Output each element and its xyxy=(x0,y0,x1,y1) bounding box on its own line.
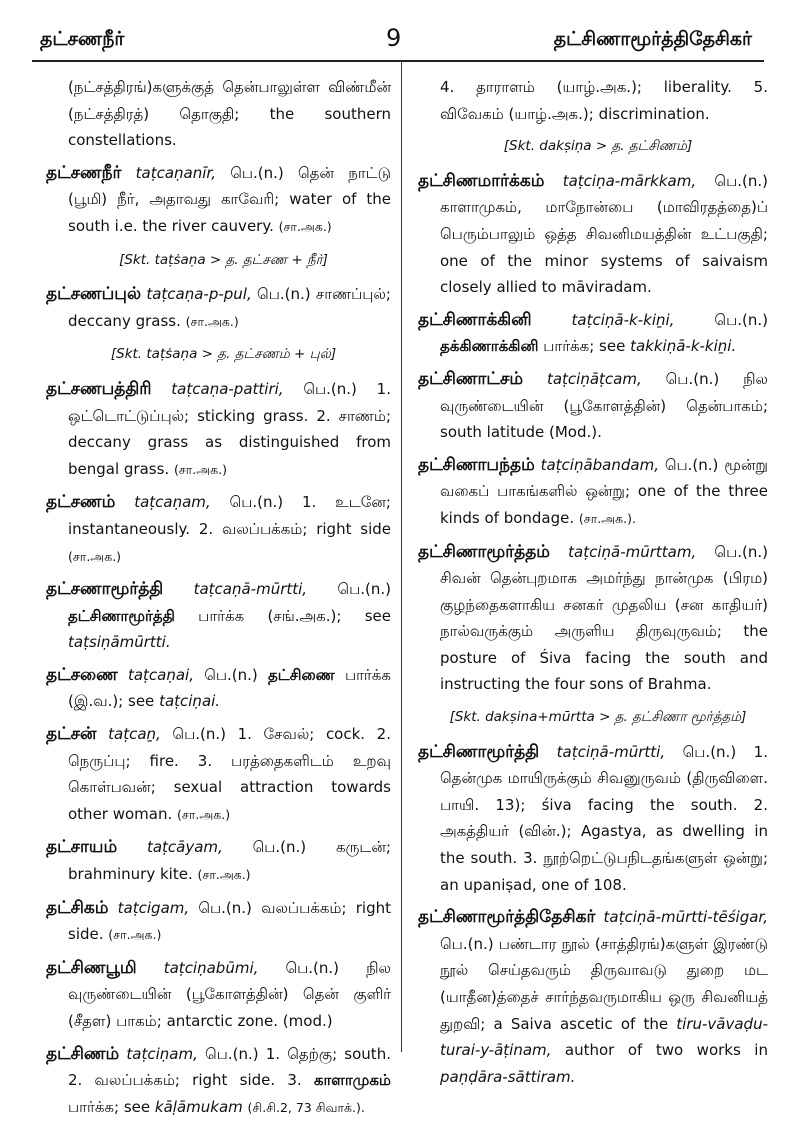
source-ref: (சா.அக.) xyxy=(177,806,231,822)
transliteration: taṭcaṇā-mūrtti, xyxy=(193,580,308,599)
definition: காளாமுகம், மாநோன்பை (மாவிரதத்தை)ப் பெரும்பாலும் ஒத்த சிவனிமயத்தின் உட்பகுதி; one of the minor systems of saivaism closely allied to māviradam. xyxy=(440,198,768,297)
definition: சிவன் தென்புறமாக அமர்ந்து நான்முக (பிரம) குழந்தைகளாகிய சனகர் முதலிய (சன காதியர்) நால்வருக்கும் அருளிய திருவுருவம்; the posture of Śiva facing the south and instructing the four sons of Brahma. xyxy=(440,569,768,694)
part-of-speech: பெ.(n.) xyxy=(252,838,307,857)
dictionary-entry xyxy=(418,452,768,533)
transliteration: taṭciṇam, xyxy=(126,1044,198,1063)
dictionary-entry xyxy=(46,662,391,715)
headword: தட்சிணம் xyxy=(46,1043,120,1064)
source-ref: (சா.அக.) xyxy=(108,927,162,943)
etymology: [Skt. dakṣina+mūrtta > த. தட்சிணா மூர்த்தம்] xyxy=(449,709,747,726)
cross-reference: தக்கிணாக்கினி xyxy=(440,337,539,356)
headword: தட்சிணபூமி xyxy=(46,957,137,978)
transliteration: taṭcaṉ, xyxy=(108,725,161,744)
definition: author of two works in xyxy=(564,1041,768,1060)
part-of-speech: பெ.(n.) xyxy=(205,1044,259,1063)
definition: பார்க்க (இ.வ.); see xyxy=(68,665,391,711)
see-reference: taṭsiṇāmūrtti. xyxy=(68,633,171,652)
definition: பார்க்க; see xyxy=(68,1097,151,1116)
transliteration: taṭcaṇa-p-pul, xyxy=(146,285,252,304)
part-of-speech: பெ.(n.) xyxy=(204,665,258,684)
definition-english: the southern constellations. xyxy=(68,104,391,150)
source-ref: (சா.அக.) xyxy=(185,313,239,329)
dictionary-entry xyxy=(46,721,391,828)
entry-continuation: 4. தாராளம் (யாழ்.அக.); liberality. 5. விவேகம் (யாழ்.அக.); discrimination. xyxy=(440,78,768,123)
transliteration: taṭcaṇai, xyxy=(127,665,194,684)
part-of-speech: பெ.(n.) xyxy=(440,934,494,953)
definition: நில வுருண்டையின் (பூகோளத்தின்) தென்பாகம்; south latitude (Mod.). xyxy=(440,369,768,442)
headword: தட்சிணாமூர்த்திதேசிகர் xyxy=(418,907,596,928)
part-of-speech: பெ.(n.) xyxy=(337,580,391,599)
headword: தட்சணநீர் xyxy=(46,162,122,183)
part-of-speech: பெ.(n.) xyxy=(285,958,340,977)
left-column xyxy=(46,74,391,1127)
transliteration: taṭcaṇanīr, xyxy=(135,163,216,182)
source-ref: (சா.அக.) xyxy=(278,218,332,234)
right-column xyxy=(418,74,768,1096)
dictionary-entry xyxy=(418,539,768,699)
definition: 1. தென்முக மாயிருக்கும் சிவனுருவம் (திருவிளை. பாயி. 13); śiva facing the south. 2. அகத்தியர் (வின்.); Agastya, as dwelling in the south. 3. நூற்றெட்டுபநிடதங்களுள் ஒன்று; an upaniṣad, one of 108. xyxy=(440,742,768,894)
definition: தென் நாட்டு (பூமி) நீர், அதாவது காவேரி; water of the south i.e. the river cauvery. xyxy=(68,163,391,235)
definition: 1. தெற்கு; south. 2. வலப்பக்கம்; right side. 3. xyxy=(68,1044,391,1090)
headword: தட்சாயம் xyxy=(46,837,118,858)
transliteration: taṭciṇā-mūrtti-tēśigar, xyxy=(603,908,768,927)
part-of-speech: பெ.(n.) xyxy=(230,163,284,182)
headword: தட்சிணாக்கினி xyxy=(418,309,532,330)
headword: தட்சணாமூர்த்தி xyxy=(46,579,164,600)
part-of-speech: பெ.(n.) xyxy=(664,455,719,474)
dictionary-entry xyxy=(418,366,768,446)
definition: பண்டார நூல் (சாத்திரங்)களுள் இரண்டு நூல் செய்தவரும் திருவாவடு துறை மட (யாதீன)த்தைச் சார்ந்தவருமாகிய ஒரு சிவனியத் துறவி; a Saiva ascetic of the xyxy=(440,934,768,1033)
part-of-speech: பெ.(n.) xyxy=(198,898,252,917)
definition: கருடன்; brahminury kite. xyxy=(68,838,391,884)
definition: 1. சேவல்; cock. 2. நெருப்பு; fire. 3. பரத்தைகளிடம் உறவு கொள்பவன்; sexual attraction towards other woman. xyxy=(68,725,391,823)
part-of-speech: பெ.(n.) xyxy=(172,725,226,744)
guide-word-right: தட்சிணாமூர்த்திதேசிகர் xyxy=(553,28,752,50)
headword: தட்சணபத்திரி xyxy=(46,378,152,399)
page-number: 9 xyxy=(386,24,402,52)
headword: தட்சணப்புல் xyxy=(46,284,142,305)
cross-reference: தட்சிணாமூர்த்தி xyxy=(68,606,175,625)
transliteration: taṭciṇā-mūrtti, xyxy=(556,742,666,761)
see-reference: paṇḍāra-sāttiram. xyxy=(440,1067,576,1086)
source-ref: (சா.அக.). xyxy=(578,510,636,526)
part-of-speech: பெ.(n.) xyxy=(714,310,768,329)
dictionary-entry xyxy=(418,168,768,301)
etymology: [Skt. taṭṡaṇa > த. தட்சணம் + புல்] xyxy=(110,346,337,363)
headword: தட்சிணாபந்தம் xyxy=(418,454,535,475)
see-reference: tiru-vāvaḍu-turai-y-āṭinam, xyxy=(440,1014,768,1060)
dictionary-entry xyxy=(418,904,768,1090)
etymology: [Skt. dakṣiṇa > த. தட்சிணம்] xyxy=(503,138,693,155)
dictionary-entry xyxy=(46,955,391,1035)
definition: நில வுருண்டையின் (பூகோளத்தின்) தென் குளிர் (சீதள) பாகம்; antarctic zone. (mod.) xyxy=(68,958,391,1030)
dictionary-entry xyxy=(46,160,391,241)
dictionary-entry xyxy=(46,834,391,888)
guide-word-left: தட்சணநீர் xyxy=(40,28,125,50)
header-rule xyxy=(32,60,764,62)
dictionary-entry xyxy=(46,895,391,949)
source-ref: (சி.சி.2, 73 சிவாக்.). xyxy=(247,1099,365,1115)
source-ref: (சா.அக.) xyxy=(173,461,228,477)
definition-tamil: (நட்சத்திரங்)களுக்குத் தென்பாலுள்ள விண்மீன் (நட்சத்திரத்) தொகுதி; xyxy=(68,78,391,123)
entry-continuation xyxy=(46,74,391,154)
transliteration: taṭcigam, xyxy=(117,898,190,917)
dictionary-entry xyxy=(418,739,768,899)
part-of-speech: பெ.(n.) xyxy=(257,285,311,304)
transliteration: taṭciṇā-k-kiṉi, xyxy=(571,310,675,329)
see-reference: kāḷāmukam xyxy=(154,1097,243,1116)
part-of-speech: பெ.(n.) xyxy=(714,542,768,561)
dictionary-entry xyxy=(46,376,391,483)
headword: தட்சணம் xyxy=(46,492,116,513)
transliteration: taṭciṇāṭcam, xyxy=(546,369,642,388)
page-header xyxy=(0,0,800,62)
see-reference: takkiṇā-k-kiṉi. xyxy=(630,337,737,356)
definition: 1. உடனே; instantaneously. 2. வலப்பக்கம்; right side xyxy=(68,493,391,538)
headword: தட்சிணாட்சம் xyxy=(418,368,524,389)
definition: 1. ஒட்டொட்டுப்புல்; sticking grass. 2. சாணம்; deccany grass as distinguished from bengal grass. xyxy=(68,379,391,478)
transliteration: taṭcaṇa-pattiri, xyxy=(171,379,284,398)
part-of-speech: பெ.(n.) xyxy=(682,742,737,761)
part-of-speech: பெ.(n.) xyxy=(303,379,357,398)
etymology: [Skt. taṭṡaṇa > த. தட்சண + நீர்] xyxy=(119,251,328,268)
headword: தட்சணை xyxy=(46,664,118,685)
cross-reference: தட்சிணை xyxy=(267,665,335,684)
headword: தட்சிகம் xyxy=(46,897,109,918)
part-of-speech: பெ.(n.) xyxy=(665,369,720,388)
definition: வலப்பக்கம்; right side. xyxy=(68,898,391,944)
dictionary-entry xyxy=(46,576,391,656)
dictionary-entry xyxy=(46,489,391,570)
dictionary-entry xyxy=(46,281,391,335)
headword: தட்சிணாமூர்த்தம் xyxy=(418,541,550,562)
definition: பார்க்க; see xyxy=(543,337,626,356)
dictionary-entry xyxy=(418,307,768,360)
see-reference: taṭciṇai. xyxy=(159,692,221,711)
transliteration: taṭcāyam, xyxy=(146,838,223,857)
definition: சாணப்புல்; deccany grass. xyxy=(68,285,391,330)
headword: தட்சிணமார்க்கம் xyxy=(418,170,545,191)
cross-reference: காளாமுகம் xyxy=(313,1071,391,1090)
source-ref: (சா.அக.) xyxy=(197,867,251,883)
transliteration: taṭciṇābandam, xyxy=(540,455,659,474)
source-ref: (சா.அக.) xyxy=(68,548,122,564)
column-divider xyxy=(401,60,402,1052)
part-of-speech: பெ.(n.) xyxy=(714,171,768,190)
part-of-speech: பெ.(n.) xyxy=(229,493,284,512)
headword: தட்சன் xyxy=(46,724,97,745)
transliteration: taṭciṇabūmi, xyxy=(163,958,259,977)
transliteration: taṭciṇā-mūrttam, xyxy=(568,542,697,561)
dictionary-entry xyxy=(46,1041,391,1122)
transliteration: taṭciṇa-mārkkam, xyxy=(562,171,697,190)
definition: மூன்று வகைப் பாகங்களில் ஒன்று; one of the three kinds of bondage. xyxy=(440,455,768,527)
definition: பார்க்க (சங்.அக.); see xyxy=(198,606,391,625)
transliteration: taṭcaṇam, xyxy=(134,493,211,512)
headword: தட்சிணாமூர்த்தி xyxy=(418,741,540,762)
